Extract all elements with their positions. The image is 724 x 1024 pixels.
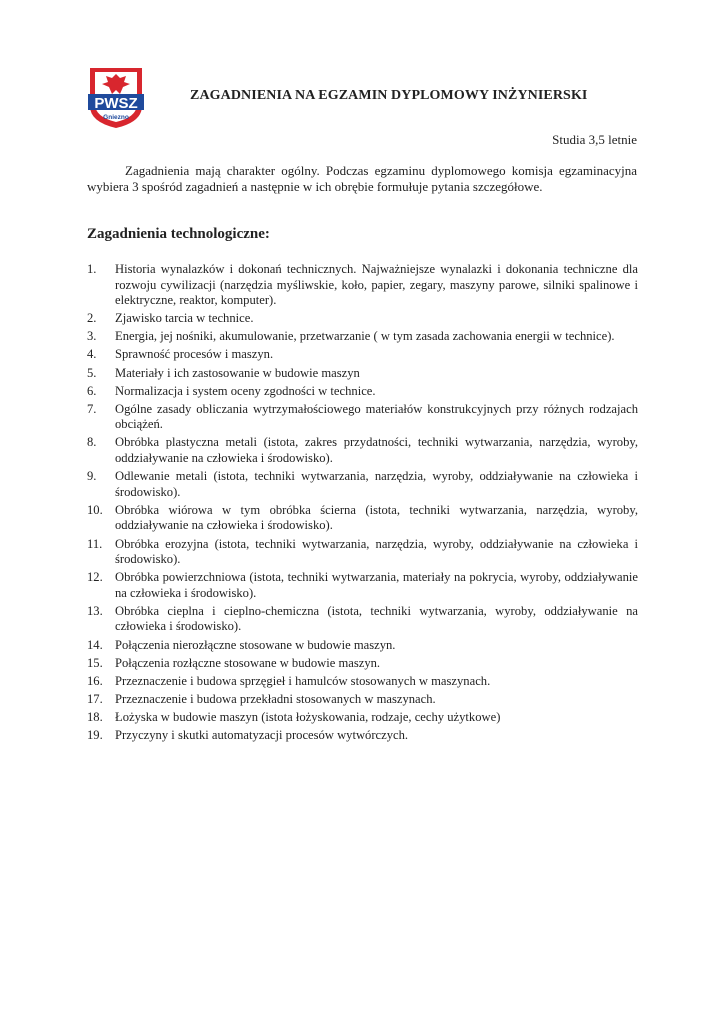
list-item-text: Ogólne zasady obliczania wytrzymałościowego materiałów konstrukcyjnych przy różnych rodzajach obciążeń. [115, 401, 638, 432]
list-item-number: 12. [87, 570, 103, 585]
list-item [87, 435, 638, 466]
list-item [87, 402, 638, 433]
list-item [87, 674, 638, 690]
list-item [87, 710, 638, 726]
section-title: Zagadnienia technologiczne: [87, 226, 270, 242]
list-item [87, 311, 638, 327]
list-item-text: Odlewanie metali (istota, techniki wytwarzania, narzędzia, wyroby, oddziaływanie na człowieka i środowisko). [115, 469, 638, 499]
list-item [87, 262, 638, 309]
list-item [87, 469, 638, 500]
list-item-text: Obróbka plastyczna metali (istota, zakres przydatności, techniki wytwarzania, narzędzia, wyroby, oddziaływanie na człowieka i środowisko). [115, 435, 638, 466]
list-item-text: Zjawisko tarcia w technice. [115, 311, 254, 326]
list-item-number: 10. [87, 502, 103, 517]
list-item-number: 18. [87, 709, 103, 724]
list-item [87, 656, 638, 672]
logo-city: Gniezno [103, 114, 129, 121]
list-item [87, 638, 638, 654]
list-item-number: 4. [87, 347, 97, 362]
list-item [87, 347, 638, 363]
list-item-text: Obróbka erozyjna (istota, techniki wytwarzania, narzędzia, wyroby, oddziaływanie na człowieka i środowisko). [115, 536, 638, 567]
topics-list [87, 262, 638, 746]
list-item-text: Normalizacja i system oceny zgodności w technice. [115, 383, 376, 398]
list-item-text: Połączenia rozłączne stosowane w budowie maszyn. [115, 655, 381, 670]
list-item-text: Sprawność procesów i maszyn. [115, 347, 274, 362]
list-item [87, 366, 638, 382]
list-item [87, 570, 638, 601]
list-item-text: Połączenia nierozłączne stosowane w budowie maszyn. [115, 637, 396, 652]
list-item-number: 2. [87, 311, 97, 326]
list-item-text: Materiały i ich zastosowanie w budowie maszyn [115, 365, 360, 380]
list-item [87, 728, 638, 744]
list-item-text: Obróbka wiórowa w tym obróbka ścierna (istota, techniki wytwarzania, narzędzia, wyroby, oddziaływanie na człowieka i środowisko). [115, 502, 638, 533]
list-item [87, 537, 638, 568]
list-item-number: 6. [87, 383, 97, 398]
list-item-text: Łożyska w budowie maszyn (istota łożyskowania, rodzaje, cechy użytkowe) [115, 709, 501, 724]
logo-letters: PWSZ [94, 95, 138, 112]
list-item-number: 16. [87, 673, 103, 688]
list-item-text: Historia wynalazków i dokonań technicznych. Najważniejsze wynalazki i dokonania techniczne dla rozwoju cywilizacji (narzędzia myśliwskie, koło, papier, zegary, maszyny parowe, silniki spalinowe i elektryczne, reaktor, komputer). [115, 262, 638, 308]
list-item [87, 503, 638, 534]
list-item-number: 3. [87, 329, 97, 344]
list-item-text: Obróbka cieplna i cieplno-chemiczna (istota, techniki wytwarzania, wyroby, oddziaływanie na człowieka i środowisko). [115, 603, 638, 634]
list-item-number: 14. [87, 637, 103, 652]
list-item-number: 19. [87, 728, 103, 743]
list-item-number: 13. [87, 603, 103, 618]
list-item-text: Energia, jej nośniki, akumulowanie, przetwarzanie ( w tym zasada zachowania energii w technice). [115, 329, 615, 344]
page-subtitle: Studia 3,5 letnie [552, 132, 637, 147]
list-item-number: 11. [87, 536, 103, 551]
list-item [87, 692, 638, 708]
pwsz-logo [86, 66, 146, 130]
list-item-text: Przeznaczenie i budowa przekładni stosowanych w maszynach. [115, 691, 436, 706]
list-item [87, 604, 638, 635]
list-item-number: 9. [87, 469, 97, 484]
list-item-text: Przyczyny i skutki automatyzacji procesów wytwórczych. [115, 728, 409, 743]
list-item-text: Obróbka powierzchniowa (istota, techniki wytwarzania, materiały na pokrycia, wyroby, oddziaływanie na człowieka i środowisko). [115, 570, 638, 600]
list-item-number: 8. [87, 435, 97, 450]
list-item [87, 329, 638, 345]
intro-paragraph: Zagadnienia mają charakter ogólny. Podczas egzaminu dyplomowego komisja egzaminacyjna wybiera 3 spośród zagadnień a następnie w ich obrębie formułuje pytania szczegółowe. [87, 163, 637, 194]
list-item-text: Przeznaczenie i budowa sprzęgieł i hamulców stosowanych w maszynach. [115, 673, 491, 688]
list-item-number: 1. [87, 262, 97, 276]
list-item [87, 384, 638, 400]
page-title: ZAGADNIENIA NA EGZAMIN DYPLOMOWY INŻYNIERSKI [190, 88, 588, 103]
list-item-number: 7. [87, 401, 97, 416]
list-item-number: 15. [87, 655, 103, 670]
list-item-number: 5. [87, 365, 97, 380]
list-item-number: 17. [87, 691, 103, 706]
